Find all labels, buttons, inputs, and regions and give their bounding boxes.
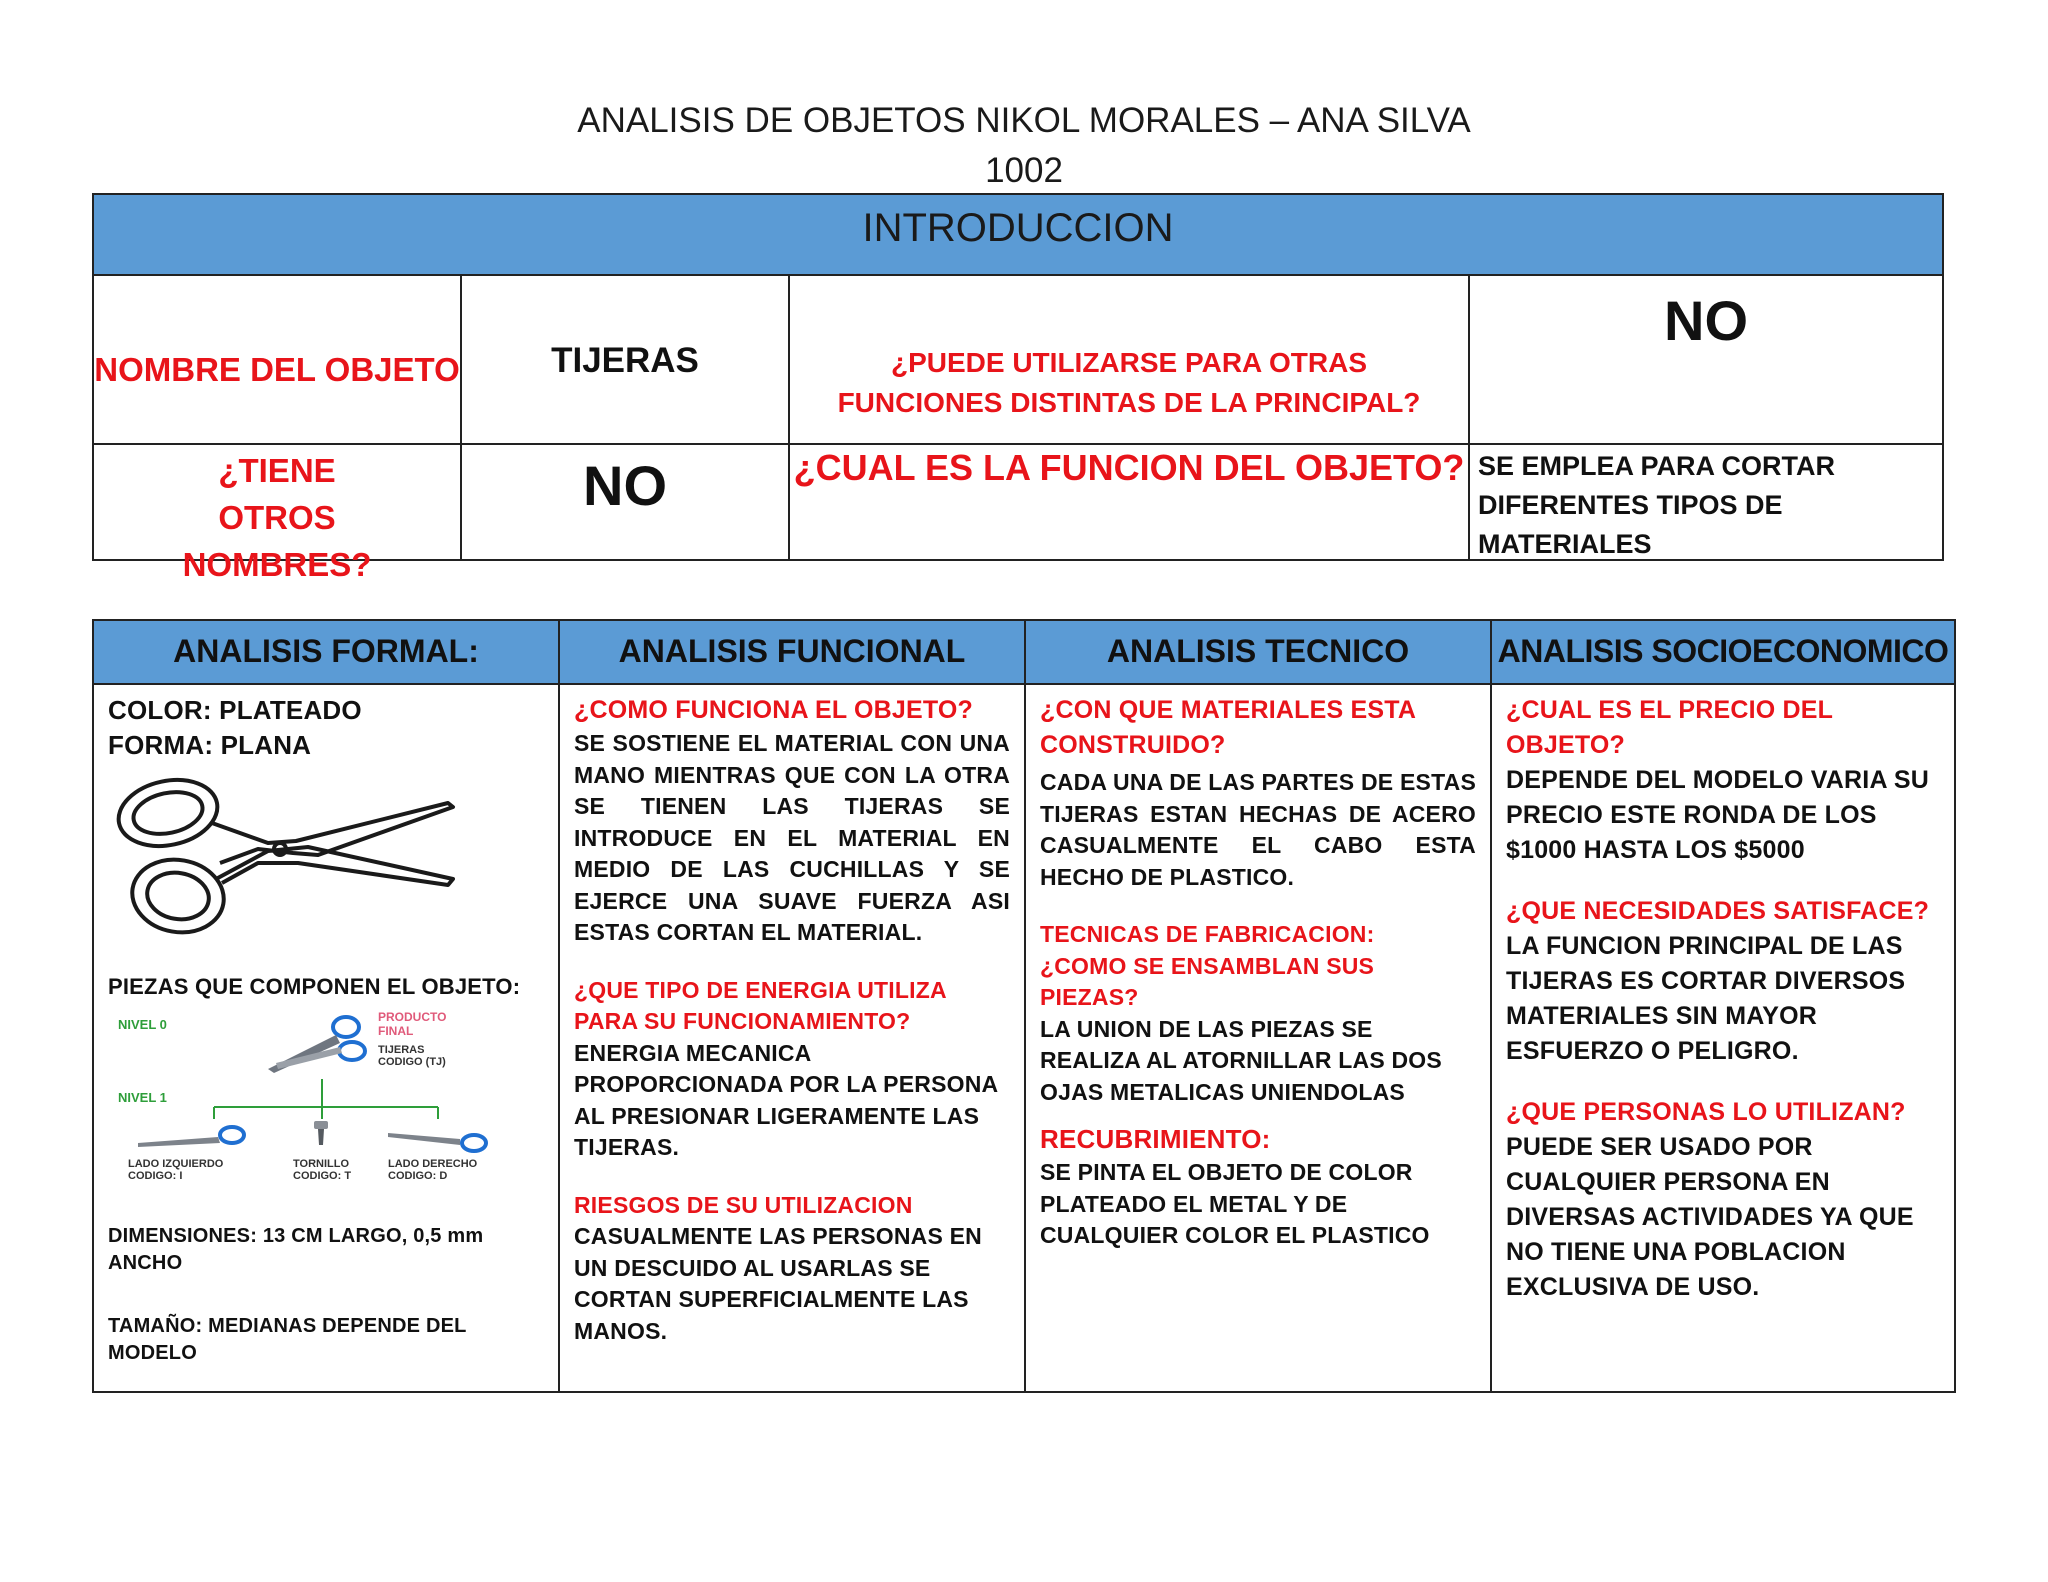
tijeras-label: TIJERAS xyxy=(378,1043,425,1056)
formal-dimensiones: DIMENSIONES: 13 CM LARGO, 0,5 mm ANCHO xyxy=(108,1224,484,1274)
other-names-label: ¿TIENE OTROS NOMBRES? xyxy=(182,452,372,583)
funcional-q1: ¿COMO FUNCIONA EL OBJETO? xyxy=(574,696,973,724)
other-uses-question-cell xyxy=(788,274,1470,445)
tornillo-label: TORNILLO xyxy=(293,1157,350,1170)
other-names-label-cell xyxy=(92,443,462,583)
scissors-icon xyxy=(108,771,468,941)
socio-q3: ¿QUE PERSONAS LO UTILIZAN? xyxy=(1506,1098,1906,1126)
pieces-label: PIEZAS QUE COMPONEN EL OBJETO: xyxy=(108,974,521,999)
name-value-cell xyxy=(460,274,790,445)
codigo-i-label: CODIGO: I xyxy=(128,1169,183,1182)
tecnico-q1: ¿CON QUE MATERIALES ESTA CONSTRUIDO? xyxy=(1040,696,1416,759)
tecnico-a3: SE PINTA EL OBJETO DE COLOR PLATEADO EL METAL Y DE CUALQUIER COLOR EL PLASTICO xyxy=(1040,1159,1430,1248)
scissors-product-icon xyxy=(268,1017,365,1073)
name-label: NOMBRE DEL OBJETO xyxy=(94,350,460,388)
formal-heading: ANALISIS FORMAL: xyxy=(92,619,560,685)
document-title xyxy=(0,96,2048,196)
function-answer: SE EMPLEA PARA CORTAR DIFERENTES TIPOS DE MATERIALES xyxy=(1478,451,1836,559)
codigo-d-label: CODIGO: D xyxy=(388,1169,448,1182)
tecnico-q2a: TECNICAS DE FABRICACION: xyxy=(1040,921,1375,947)
tecnico-q2b: ¿COMO SE ENSAMBLAN SUS PIEZAS? xyxy=(1040,952,1375,1010)
funcional-heading: ANALISIS FUNCIONAL xyxy=(558,619,1026,685)
formal-forma: FORMA: PLANA xyxy=(108,730,312,760)
socio-a1: DEPENDE DEL MODELO VARIA SU PRECIO ESTE RONDA DE LOS $1000 HASTA LOS $5000 xyxy=(1506,766,1930,864)
tecnico-column xyxy=(1024,683,1492,1393)
name-label-cell xyxy=(92,274,462,445)
formal-column xyxy=(92,683,560,1393)
final-label: FINAL xyxy=(378,1023,414,1038)
socio-q2: ¿QUE NECESIDADES SATISFACE? xyxy=(1506,897,1930,925)
socio-heading: ANALISIS SOCIOECONOMICO xyxy=(1490,619,1956,685)
other-uses-answer-cell xyxy=(1468,274,1944,445)
tecnico-q3: RECUBRIMIENTO: xyxy=(1040,1124,1271,1154)
codigo-t-label: CODIGO: T xyxy=(293,1169,352,1182)
codigo-tj-label: CODIGO (TJ) xyxy=(378,1055,446,1068)
tecnico-heading: ANALISIS TECNICO xyxy=(1024,619,1492,685)
right-blade-icon xyxy=(388,1133,486,1151)
left-blade-icon xyxy=(138,1127,244,1147)
other-names-value-cell xyxy=(460,443,790,561)
function-answer-cell xyxy=(1468,443,1944,561)
name-value: TIJERAS xyxy=(551,341,699,380)
other-uses-question: ¿PUEDE UTILIZARSE PARA OTRAS FUNCIONES DISTINTAS DE LA PRINCIPAL? xyxy=(837,347,1421,418)
socio-a3: PUEDE SER USADO POR CUALQUIER PERSONA EN DIVERSAS ACTIVIDADES YA QUE NO TIENE UNA POBLACION EXCLUSIVA DE USO. xyxy=(1506,1133,1914,1301)
funcional-q2: ¿QUE TIPO DE ENERGIA UTILIZA PARA SU FUNCIONAMIENTO? xyxy=(574,976,946,1034)
title-line-1: ANALISIS DE OBJETOS NIKOL MORALES – ANA SILVA xyxy=(577,101,1471,140)
lado-der-label: LADO DERECHO xyxy=(388,1157,478,1170)
funcional-column xyxy=(558,683,1026,1393)
formal-tamano: TAMAÑO: MEDIANAS DEPENDE DEL MODELO xyxy=(108,1314,467,1364)
tecnico-a2: LA UNION DE LAS PIEZAS SE REALIZA AL ATORNILLAR LAS DOS OJAS METALICAS UNIENDOLAS xyxy=(1040,1015,1442,1105)
funcional-q3: RIESGOS DE SU UTILIZACION xyxy=(574,1191,913,1218)
function-question-cell xyxy=(788,443,1470,561)
tecnico-a1: CADA UNA DE LAS PARTES DE ESTAS TIJERAS ESTAN HECHAS DE ACERO CASUALMENTE EL CABO ESTA HECHO DE PLASTICO. xyxy=(1040,769,1476,890)
function-question: ¿CUAL ES LA FUNCION DEL OBJETO? xyxy=(793,447,1465,488)
other-uses-answer: NO xyxy=(1664,289,1748,352)
funcional-a3: CASUALMENTE LAS PERSONAS EN UN DESCUIDO AL USARLAS SE CORTAN SUPERFICIALMENTE LAS MANOS. xyxy=(574,1223,982,1344)
other-names-value: NO xyxy=(583,454,667,517)
screw-icon xyxy=(314,1121,328,1145)
title-line-2: 1002 xyxy=(985,151,1063,190)
nivel1-label: NIVEL 1 xyxy=(118,1089,167,1105)
nivel0-label: NIVEL 0 xyxy=(118,1016,167,1032)
socio-q1: ¿CUAL ES EL PRECIO DEL OBJETO? xyxy=(1506,696,1833,759)
pieces-diagram xyxy=(108,1007,528,1197)
funcional-a1: SE SOSTIENE EL MATERIAL CON UNA MANO MIENTRAS QUE CON LA OTRA SE TIENEN LAS TIJERAS SE INTRODUCE EN EL MATERIAL EN MEDIO DE LAS CUCHILLAS Y SE EJERCE UNA SUAVE FUERZA ASI ESTAS CORTAN EL MATERIAL. xyxy=(574,730,1010,945)
formal-color: COLOR: PLATEADO xyxy=(108,695,362,725)
funcional-a2: ENERGIA MECANICA PROPORCIONADA POR LA PERSONA AL PRESIONAR LIGERAMENTE LAS TIJERAS. xyxy=(574,1039,998,1160)
socio-column xyxy=(1490,683,1956,1393)
intro-heading: INTRODUCCION xyxy=(92,193,1944,276)
producto-label: PRODUCTO xyxy=(378,1009,447,1024)
socio-a2: LA FUNCION PRINCIPAL DE LAS TIJERAS ES CORTAR DIVERSOS MATERIALES SIN MAYOR ESFUERZO O PELIGRO. xyxy=(1506,932,1906,1065)
lado-izq-label: LADO IZQUIERDO xyxy=(128,1157,224,1170)
